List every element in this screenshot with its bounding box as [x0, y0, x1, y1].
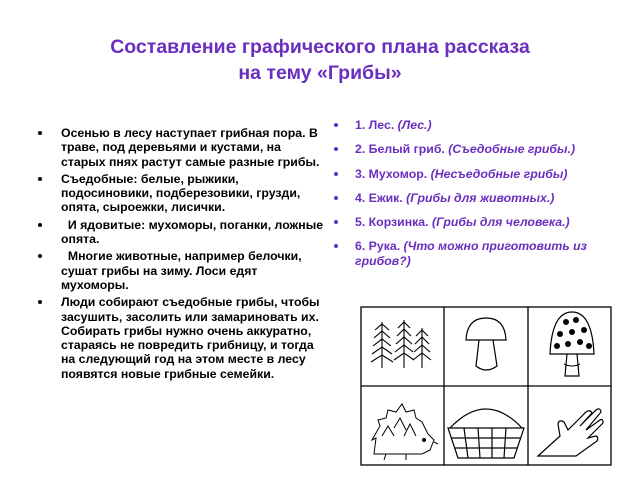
story-paragraph-1: Осенью в лесу наступает грибная пора. В траве, под деревьями и кустами, на старых пнях растут самые разные грибы. — [34, 126, 324, 169]
white-mushroom-icon — [466, 318, 506, 370]
basket-icon — [448, 409, 524, 458]
title-line-1: Составление графического плана рассказа — [110, 36, 530, 58]
story-paragraph-3: И ядовитые: мухоморы, поганки, ложные опята. — [34, 218, 324, 247]
plan-item-5 — [332, 215, 622, 229]
plan-item-1 — [332, 118, 622, 132]
forest-icon — [371, 320, 431, 368]
slide-title — [0, 34, 640, 86]
plan-item-hint: (Съедобные грибы.) — [448, 142, 576, 157]
title-line-2: на тему «Грибы» — [238, 62, 402, 84]
plan-item-4 — [332, 191, 622, 205]
plan-item-label: 2. Белый гриб. — [355, 142, 445, 157]
plan-item-hint: (Что можно приготовить из грибов?) — [355, 239, 587, 268]
plan-item-label: 6. Рука. — [355, 239, 401, 254]
plan-list — [332, 118, 622, 268]
plan-item-label: 3. Мухомор. — [355, 166, 428, 181]
plan-item-hint: (Грибы для животных.) — [406, 190, 555, 205]
story-list — [34, 126, 327, 381]
plan-item-label: 5. Корзинка. — [355, 215, 429, 230]
pictogram-grid — [360, 306, 612, 466]
plan-item-hint: (Грибы для человека.) — [431, 215, 570, 230]
hand-icon — [538, 409, 603, 456]
fly-agaric-icon — [550, 312, 594, 376]
plan-item-3 — [332, 167, 622, 181]
plan-item-hint: (Несъедобные грибы) — [430, 166, 568, 181]
plan-item-6 — [332, 239, 622, 268]
hedgehog-icon — [372, 404, 438, 460]
plan-item-label: 1. Лес. — [355, 118, 395, 132]
story-paragraph-4: Многие животные, например белочки, сушат грибы на зиму. Лоси едят мухоморы. — [34, 249, 324, 292]
plan-item-hint: (Лес.) — [397, 118, 432, 132]
plan-item-2 — [332, 142, 622, 156]
story-paragraph-2: Съедобные: белые, рыжики, подосиновики, подберезовики, грузди, опята, сыроежки, лисички. — [34, 172, 324, 215]
plan-item-label: 4. Ежик. — [355, 190, 403, 205]
story-text — [34, 126, 327, 384]
story-paragraph-5: Люди собирают съедобные грибы, чтобы засушить, засолить или замариновать их. Собирать грибы нужно очень аккуратно, стараясь не повредить грибницу, и тогда на следующий год на этом месте в лесу появятся новые грибные семейки. — [34, 295, 324, 381]
plan-list-block — [332, 118, 622, 278]
